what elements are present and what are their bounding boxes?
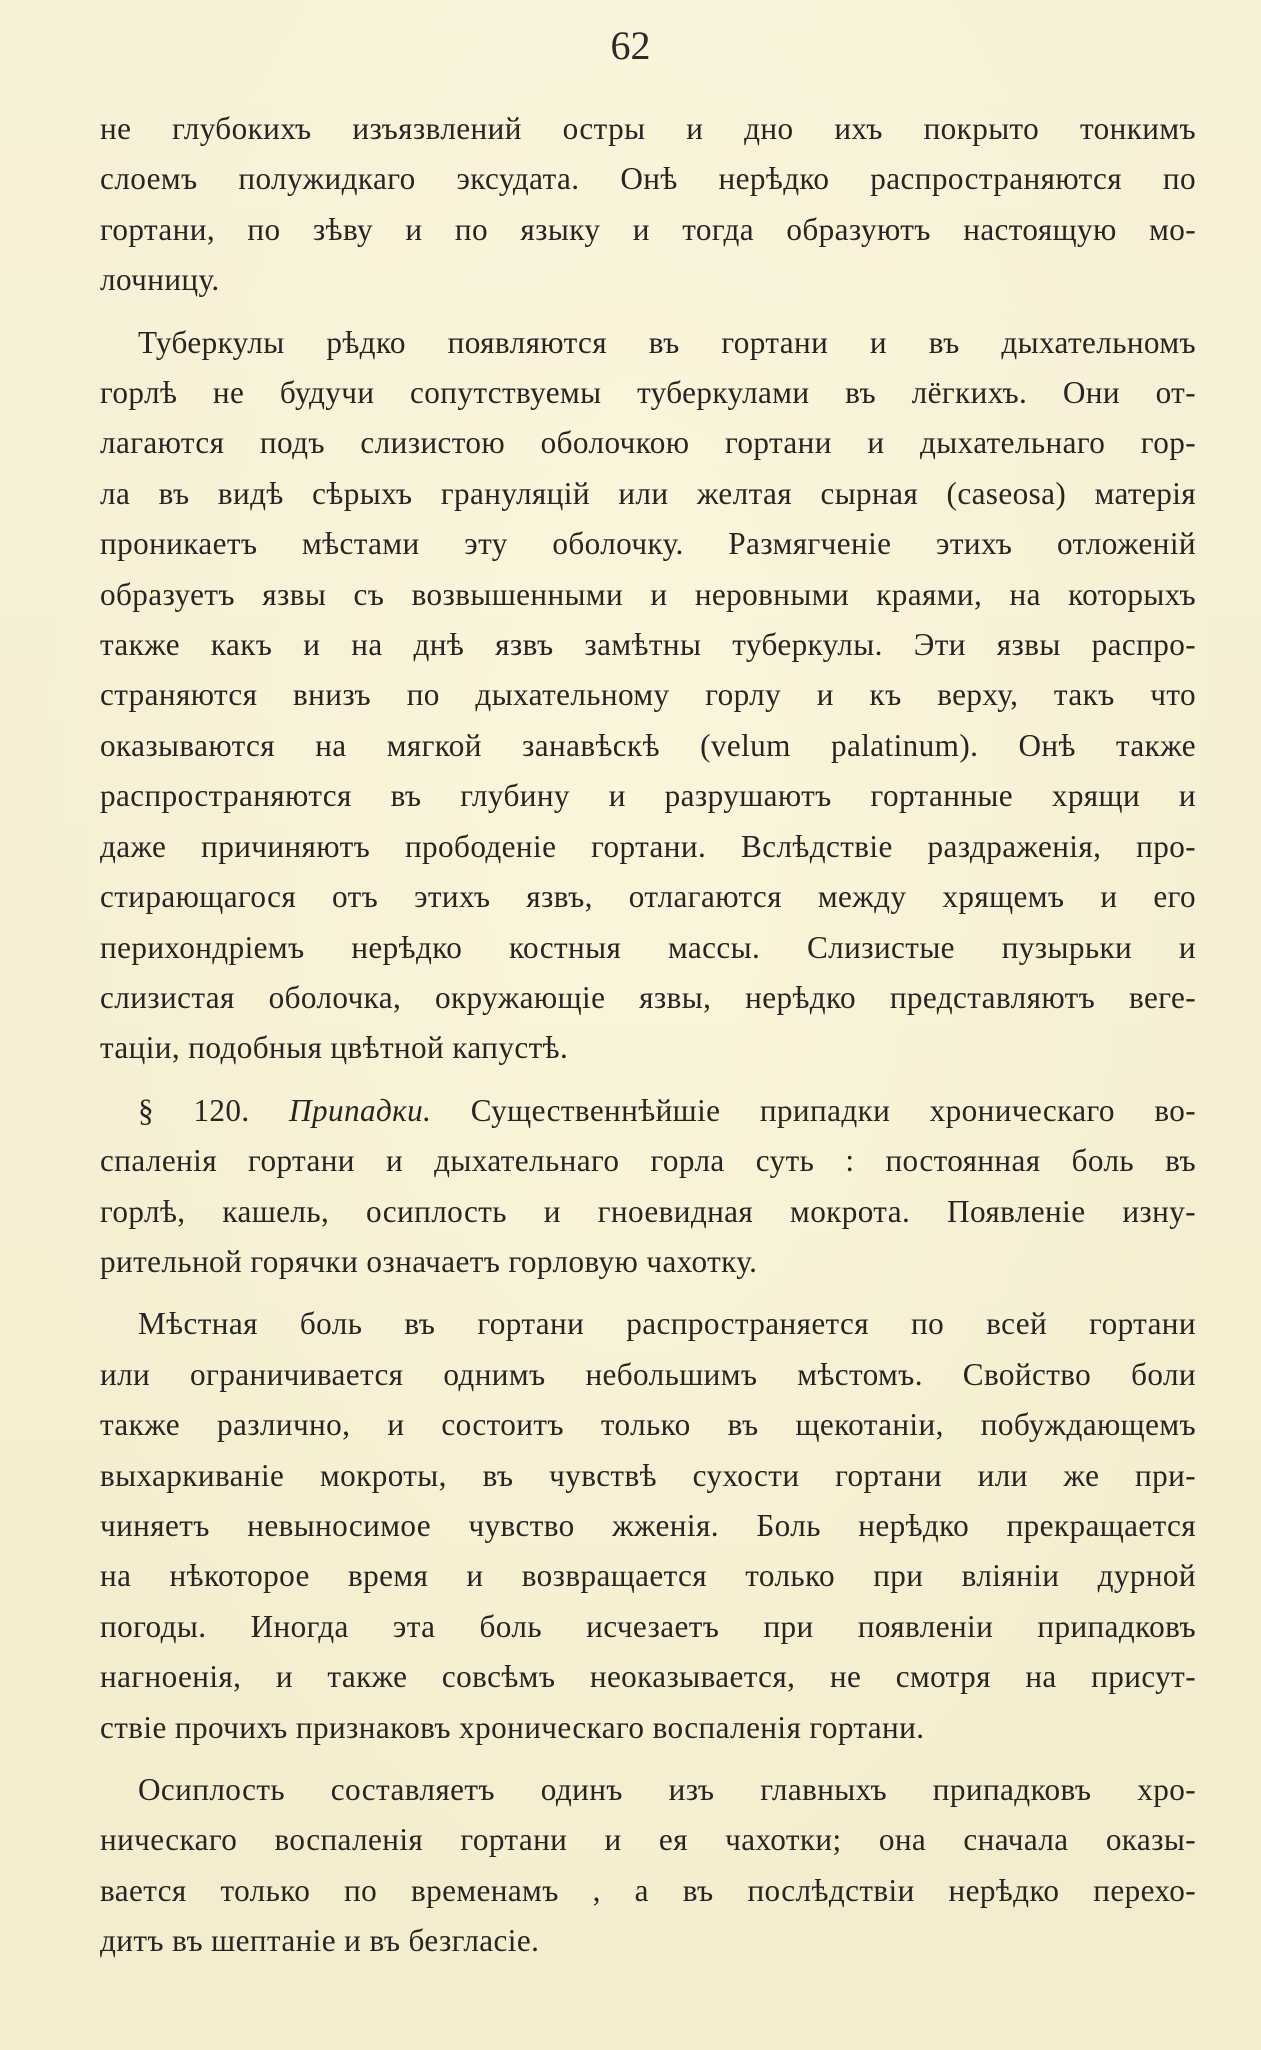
paragraph xyxy=(100,1765,1196,1967)
section-number: § 120. xyxy=(138,1092,250,1128)
text-line: распространяются въ глубину и разрушаютъ гортанные хрящи и xyxy=(100,778,1196,814)
text-line: Мѣстная боль въ гортани распространяется по всей гортани xyxy=(138,1306,1196,1342)
text-line: Существеннѣйшіе припадки хроническаго во- xyxy=(470,1092,1196,1128)
text-line: ствіе прочихъ признаковъ хроническаго воспаленія гортани. xyxy=(100,1709,925,1745)
text-line: вается только по временамъ , а въ послѣдствіи нерѣдко перехо- xyxy=(100,1872,1196,1908)
text-line: Осиплость составляетъ одинъ изъ главныхъ припадковъ хро- xyxy=(138,1772,1196,1807)
text-line: таціи, подобныя цвѣтной капустѣ. xyxy=(100,1030,569,1066)
text-line: на нѣкоторое время и возвращается только при вліяніи дурной xyxy=(100,1558,1196,1594)
text-line: Туберкулы рѣдко появляются въ гортани и въ дыхательномъ xyxy=(138,324,1196,360)
paragraph xyxy=(100,104,1196,306)
text-line: горлѣ не будучи сопутствуемы туберкулами въ лёгкихъ. Они от- xyxy=(100,375,1196,411)
text-line: чиняетъ невыносимое чувство жженія. Боль нерѣдко прекращается xyxy=(100,1507,1196,1543)
text-line: также какъ и на днѣ язвъ замѣтны туберкулы. Эти язвы распро- xyxy=(100,627,1196,663)
text-line: также различно, и состоитъ только въ щекотаніи, побуждающемъ xyxy=(100,1407,1196,1443)
text-line: или ограничивается однимъ небольшимъ мѣстомъ. Свойство боли xyxy=(100,1356,1196,1392)
text-line: спаленія гортани и дыхательнаго горла суть : постоянная боль въ xyxy=(100,1143,1196,1179)
text-line: нагноенія, и также совсѣмъ неоказывается, не смотря на присут- xyxy=(100,1659,1196,1695)
text-line: рительной горячки означаетъ горловую чахотку. xyxy=(100,1243,758,1279)
text-line: ла въ видѣ сѣрыхъ грануляцій или желтая сырная (caseosa) матерія xyxy=(100,475,1196,511)
text-line: оказываются на мягкой занавѣскѣ (velum palatinum). Онѣ также xyxy=(100,727,1196,763)
section-title: Припадки. xyxy=(289,1092,432,1128)
text-line: не глубокихъ изъязвлений остры и дно ихъ покрыто тонкимъ xyxy=(100,111,1196,146)
paragraph xyxy=(100,1086,1196,1288)
text-line: выхаркиваніе мокроты, въ чувствѣ сухости гортани или же при- xyxy=(100,1457,1196,1493)
paragraph xyxy=(100,318,1196,1074)
text-line: дитъ въ шептаніе и въ безгласіе. xyxy=(100,1923,540,1959)
text-line: слоемъ полужидкаго эксудата. Онѣ нерѣдко распространяются по xyxy=(100,161,1196,197)
text-line: страняются внизъ по дыхательному горлу и къ верху, такъ что xyxy=(100,677,1196,713)
text-line: слизистая оболочка, окружающіе язвы, нерѣдко представляютъ веге- xyxy=(100,979,1196,1015)
text-line: образуетъ язвы съ возвышенными и неровными краями, на которыхъ xyxy=(100,576,1196,612)
body-text xyxy=(100,104,1196,1967)
text-line: горлѣ, кашель, осиплость и гноевидная мокрота. Появленіе изну- xyxy=(100,1193,1196,1229)
text-line: гортани, по зѣву и по языку и тогда образуютъ настоящую мо- xyxy=(100,211,1196,247)
text-line: проникаетъ мѣстами эту оболочку. Размягченіе этихъ отложеній xyxy=(100,526,1196,562)
paragraph xyxy=(100,1299,1196,1753)
text-line: погоды. Иногда эта боль исчезаетъ при появленіи припадковъ xyxy=(100,1608,1196,1644)
text-line: даже причиняютъ прободеніе гортани. Вслѣдствіе раздраженія, про- xyxy=(100,828,1196,864)
text-line: лагаются подъ слизистою оболочкою гортани и дыхательнаго гор- xyxy=(100,425,1196,461)
text-line: ническаго воспаленія гортани и ея чахотки; она сначала оказы- xyxy=(100,1822,1196,1858)
page-number: 62 xyxy=(610,23,651,68)
text-line: лочницу. xyxy=(100,262,220,298)
text-line: перихондріемъ нерѣдко костныя массы. Слизистые пузырьки и xyxy=(100,929,1196,965)
section-heading-line xyxy=(100,1086,1196,1136)
text-line: стирающагося отъ этихъ язвъ, отлагаются между хрящемъ и его xyxy=(100,879,1196,915)
